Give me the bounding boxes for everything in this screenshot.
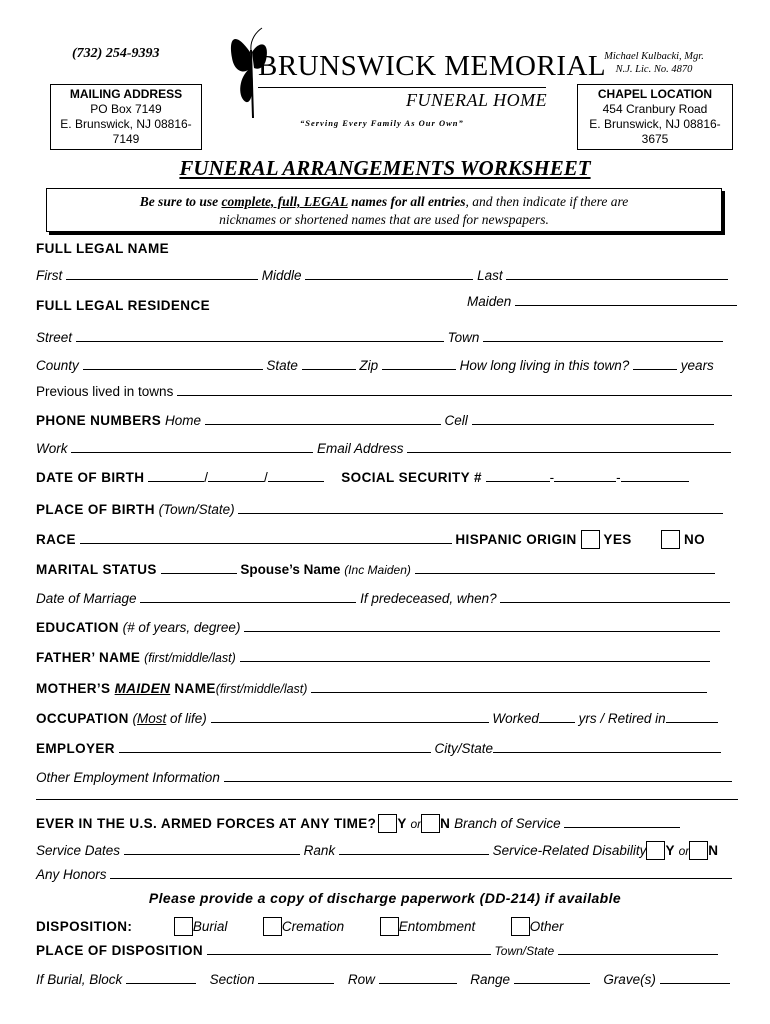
first-label: First [36, 268, 63, 283]
place-of-disposition-row [36, 942, 718, 958]
work-label: Work [36, 441, 68, 456]
chapel-location-box [577, 84, 733, 150]
pob-label: PLACE OF BIRTH [36, 502, 155, 517]
mother-hint: (first/middle/last) [215, 682, 308, 696]
service-disability-label: Service-Related Disability [492, 843, 647, 858]
rank-field[interactable] [339, 842, 489, 855]
previous-towns-row [36, 383, 732, 399]
county-row [36, 357, 714, 373]
place-of-birth-row [36, 501, 723, 517]
service-dates-row [36, 841, 718, 860]
instructions-text-d: , and then indicate if there are [465, 194, 629, 209]
mother-row [36, 680, 707, 696]
county-field[interactable] [83, 357, 263, 370]
occupation-row [36, 710, 718, 726]
rank-label: Rank [303, 843, 336, 858]
block-label: If Burial, Block [36, 972, 123, 987]
race-label: RACE [36, 532, 76, 547]
employer-city-state-field[interactable] [493, 740, 721, 753]
home-phone-field[interactable] [205, 412, 441, 425]
mailing-address-box [50, 84, 202, 150]
dob-row [36, 469, 689, 485]
ssn-part3-field[interactable] [621, 469, 689, 482]
brand-name: BRUNSWICK MEMORIAL [258, 50, 607, 82]
other-employment-label: Other Employment Information [36, 770, 220, 785]
discharge-note: Please provide a copy of discharge paperwork (DD-214) if available [148, 890, 622, 906]
mother-label-c: NAME [170, 681, 216, 696]
marital-status-label: MARITAL STATUS [36, 562, 157, 577]
worked-label: Worked [492, 711, 539, 726]
disability-yes-checkbox[interactable] [646, 841, 665, 860]
predeceased-field[interactable] [500, 590, 730, 603]
block-field[interactable] [126, 971, 196, 984]
father-name-field[interactable] [240, 649, 710, 662]
employer-city-state-label: City/State [434, 741, 494, 756]
mailing-address-title: MAILING ADDRESS [69, 87, 183, 101]
race-field[interactable] [80, 531, 452, 544]
other-employment-field[interactable] [224, 769, 732, 782]
armed-forces-y-label: Y [397, 816, 407, 831]
occupation-hint-c: of life) [166, 711, 207, 726]
chapel-location-title: CHAPEL LOCATION [597, 87, 713, 101]
ssn-dash-2: - [616, 470, 621, 485]
years-in-town-field[interactable] [633, 357, 677, 370]
chapel-location-line2: E. Brunswick, NJ 08816-3675 [589, 117, 721, 146]
middle-name-field[interactable] [305, 267, 473, 280]
marital-row [36, 561, 715, 577]
last-name-field[interactable] [506, 267, 728, 280]
dob-year-field[interactable] [268, 469, 324, 482]
disability-or-label: or [678, 844, 690, 858]
mailing-address-line1: PO Box 7149 [90, 102, 162, 116]
chapel-location-line1: 454 Cranbury Road [602, 102, 708, 116]
email-field[interactable] [407, 440, 731, 453]
armed-forces-n-label: N [440, 816, 451, 831]
marital-status-field[interactable] [161, 561, 237, 574]
ssn-dash-1: - [549, 470, 555, 485]
phone-number: (732) 254-9393 [72, 46, 160, 61]
honors-row [36, 866, 732, 882]
dob-slash-2: / [263, 470, 268, 485]
race-row [36, 530, 705, 549]
cremation-checkbox[interactable] [263, 917, 282, 936]
cell-phone-field[interactable] [472, 412, 714, 425]
spouse-name-field[interactable] [415, 561, 715, 574]
graves-field[interactable] [660, 971, 730, 984]
worked-years-field[interactable] [539, 710, 575, 723]
hispanic-yes-checkbox[interactable] [581, 530, 600, 549]
burial-checkbox[interactable] [174, 917, 193, 936]
burial-label: Burial [192, 919, 228, 934]
hispanic-yes-label: YES [603, 532, 632, 547]
first-name-field[interactable] [66, 267, 258, 280]
spouse-name-label: Spouse’s Name [240, 562, 341, 577]
county-label: County [36, 358, 79, 373]
disability-y-label: Y [665, 843, 675, 858]
armed-forces-yes-checkbox[interactable] [378, 814, 397, 833]
name-row [36, 267, 728, 283]
license-number: N.J. Lic. No. 4870 [615, 64, 693, 75]
row-field[interactable] [379, 971, 457, 984]
maiden-row [467, 293, 737, 309]
state-field[interactable] [302, 357, 356, 370]
full-legal-name-heading: FULL LEGAL NAME [36, 241, 169, 256]
work-row [36, 440, 731, 456]
zip-field[interactable] [382, 357, 456, 370]
zip-label: Zip [359, 358, 379, 373]
place-of-disposition-field[interactable] [207, 942, 491, 955]
instructions-text-b: complete, full, LEGAL [221, 194, 348, 209]
middle-label: Middle [261, 268, 302, 283]
hispanic-origin-label: HISPANIC ORIGIN [455, 532, 577, 547]
armed-forces-or-label: or [410, 817, 422, 831]
dob-slash-1: / [204, 470, 208, 485]
marriage-date-field[interactable] [140, 590, 356, 603]
phone-numbers-row [36, 412, 714, 428]
education-row [36, 619, 720, 635]
ssn-label: SOCIAL SECURITY # [341, 470, 482, 485]
branch-label: Branch of Service [454, 816, 561, 831]
phone-numbers-label: PHONE NUMBERS [36, 413, 162, 428]
ssn-part1-field[interactable] [486, 469, 550, 482]
years-label: years [680, 358, 714, 373]
disposition-row [36, 917, 564, 936]
hispanic-no-checkbox[interactable] [661, 530, 680, 549]
range-field[interactable] [514, 971, 590, 984]
armed-forces-no-checkbox[interactable] [421, 814, 440, 833]
occupation-hint-a: ( [132, 711, 138, 726]
state-label: State [266, 358, 298, 373]
street-label: Street [36, 330, 73, 345]
service-dates-field[interactable] [124, 842, 300, 855]
range-label: Range [470, 972, 511, 987]
education-hint: (# of years, degree) [122, 620, 241, 635]
previous-towns-label: Previous lived in towns [36, 384, 174, 399]
burial-plot-row [36, 971, 730, 987]
brand-divider [258, 87, 546, 88]
retired-label: yrs / Retired in [578, 711, 666, 726]
cremation-label: Cremation [281, 919, 345, 934]
employer-label: EMPLOYER [36, 741, 115, 756]
honors-label: Any Honors [36, 867, 107, 882]
predeceased-label: If predeceased, when? [360, 591, 497, 606]
place-of-disposition-label: PLACE OF DISPOSITION [36, 943, 204, 958]
father-name-label: FATHER’ NAME [36, 650, 141, 665]
instructions-text-line2: nicknames or shortened names that are used for newspapers. [219, 212, 549, 227]
work-phone-field[interactable] [71, 440, 313, 453]
marriage-date-label: Date of Marriage [36, 591, 137, 606]
honors-field[interactable] [110, 866, 732, 879]
other-employment-field-line2[interactable] [36, 799, 738, 800]
pob-hint: (Town/State) [158, 502, 235, 517]
employer-row [36, 740, 721, 756]
maiden-label: Maiden [467, 294, 512, 309]
branch-field[interactable] [564, 815, 680, 828]
entombment-label: Entombment [398, 919, 476, 934]
disability-no-checkbox[interactable] [689, 841, 708, 860]
armed-forces-label: EVER IN THE U.S. ARMED FORCES AT ANY TIME? [36, 816, 377, 831]
occupation-hint-most: Most [137, 711, 167, 726]
last-label: Last [477, 268, 503, 283]
spouse-hint: (Inc Maiden) [344, 563, 411, 577]
full-legal-residence-heading: FULL LEGAL RESIDENCE [36, 298, 211, 313]
other-employment-row [36, 769, 732, 785]
disposition-town-state-field[interactable] [558, 942, 718, 955]
father-row [36, 649, 710, 665]
other-checkbox[interactable] [511, 917, 530, 936]
armed-forces-row [36, 814, 680, 833]
disposition-label: DISPOSITION: [36, 919, 133, 934]
town-label: Town [447, 330, 480, 345]
ssn-part2-field[interactable] [554, 469, 616, 482]
brand-tagline: “Serving Every Family As Our Own” [300, 118, 464, 128]
retired-year-field[interactable] [666, 710, 718, 723]
instructions-text-c: names for all entries [347, 194, 466, 209]
dob-day-field[interactable] [208, 469, 264, 482]
email-label: Email Address [317, 441, 404, 456]
street-row [36, 329, 723, 345]
maiden-name-field[interactable] [515, 293, 737, 306]
occupation-field[interactable] [211, 710, 489, 723]
mailing-address-line2: E. Brunswick, NJ 08816-7149 [60, 117, 192, 146]
dob-label: DATE OF BIRTH [36, 470, 145, 485]
brand-subtitle: FUNERAL HOME [406, 90, 548, 110]
section-label: Section [209, 972, 255, 987]
marriage-date-row [36, 590, 730, 606]
father-hint: (first/middle/last) [144, 651, 236, 665]
row-label: Row [347, 972, 375, 987]
education-label: EDUCATION [36, 620, 119, 635]
home-label: Home [164, 413, 201, 428]
occupation-label: OCCUPATION [36, 711, 129, 726]
mother-label-maiden: MAIDEN [114, 681, 171, 696]
disposition-town-state-label: Town/State [494, 944, 555, 958]
place-of-birth-field[interactable] [238, 501, 723, 514]
service-dates-label: Service Dates [36, 843, 121, 858]
cell-label: Cell [444, 413, 468, 428]
disability-n-label: N [708, 843, 719, 858]
town-field[interactable] [483, 329, 723, 342]
instructions-box [46, 188, 722, 232]
manager-name: Michael Kulbacki, Mgr. [604, 51, 704, 62]
previous-towns-field[interactable] [177, 383, 732, 396]
other-label: Other [529, 919, 564, 934]
hispanic-no-label: NO [683, 532, 705, 547]
mother-label-a: MOTHER’S [36, 681, 115, 696]
mother-maiden-name-field[interactable] [311, 680, 707, 693]
dob-month-field[interactable] [148, 469, 204, 482]
section-field[interactable] [258, 971, 334, 984]
page-title: FUNERAL ARRANGEMENTS WORKSHEET [179, 156, 591, 180]
entombment-checkbox[interactable] [380, 917, 399, 936]
street-field[interactable] [76, 329, 444, 342]
how-long-label: How long living in this town? [459, 358, 630, 373]
graves-label: Grave(s) [603, 972, 656, 987]
instructions-text-a: Be sure to use [139, 194, 222, 209]
employer-field[interactable] [119, 740, 431, 753]
education-field[interactable] [244, 619, 720, 632]
